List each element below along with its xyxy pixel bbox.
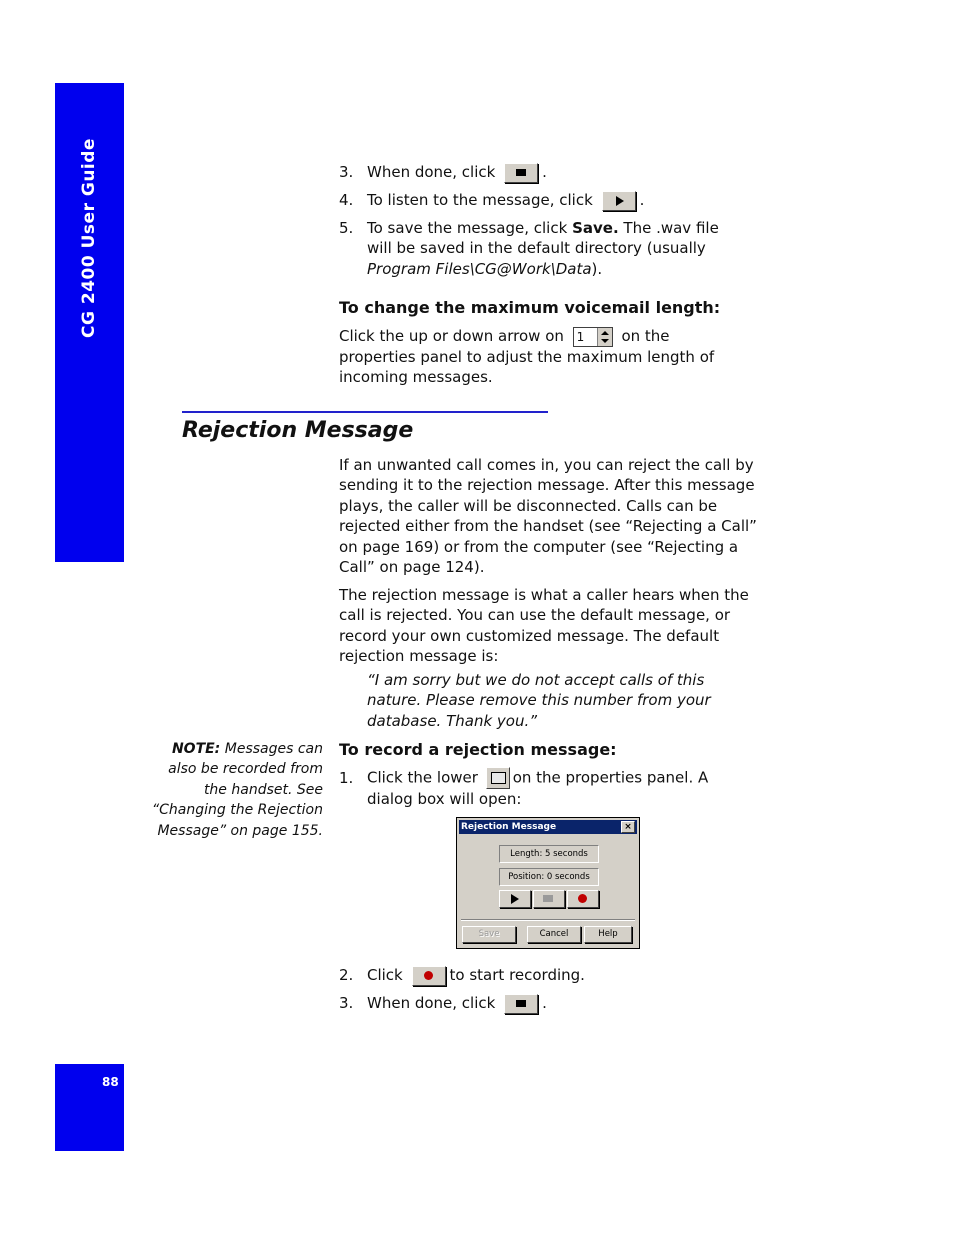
list-item: 4. To listen to the message, click . [339, 191, 645, 209]
dialog-separator [461, 919, 635, 921]
record-message-icon [486, 767, 510, 789]
page-number: 88 [102, 1075, 119, 1089]
rejection-message-dialog [456, 817, 640, 949]
cancel-button[interactable]: Cancel [527, 926, 581, 943]
stop-icon [504, 994, 538, 1014]
guide-title: CG 2400 User Guide [79, 138, 99, 338]
position-field: Position: 0 seconds [499, 868, 599, 886]
play-icon [511, 894, 519, 904]
stop-icon [504, 163, 538, 183]
default-message-quote: “I am sorry but we do not accept calls of this nature. Please remove this number from your database. Thank you.” [367, 671, 711, 730]
dialog-title-bar: Rejection Message × [459, 820, 637, 834]
section-divider [182, 411, 548, 413]
list-item: 2. Click to start recording. [339, 966, 585, 984]
length-spinner-icon: 1 [573, 327, 613, 347]
close-icon[interactable]: × [621, 821, 635, 833]
list-item: 3. When done, click . [339, 163, 547, 181]
section-paragraph-2: The rejection message is what a caller hears when the call is rejected. You can use the default message, or record your own customized message. The default rejection message is: [339, 586, 749, 666]
stop-icon [543, 895, 553, 902]
side-note: NOTE: Messages can also be recorded from the handset. See “Changing the Rejection Message” on page 155. [151, 741, 323, 839]
help-button[interactable]: Help [584, 926, 632, 943]
stop-button[interactable] [533, 890, 565, 908]
voicemail-paragraph: Click the up or down arrow on 1 on the properties panel to adjust the maximum length of incoming messages. [339, 327, 715, 386]
list-item: 3. When done, click . [339, 994, 547, 1012]
play-button[interactable] [499, 890, 531, 908]
record-button[interactable] [567, 890, 599, 908]
list-item: 1. Click the lower on the properties panel. A dialog box will open: [339, 768, 709, 808]
record-heading: To record a rejection message: [339, 740, 617, 759]
section-paragraph-1: If an unwanted call comes in, you can reject the call by sending it to the rejection message. After this message plays, the caller will be disconnected. Calls can be rejected either from the handset (see “Rejecting a Call” on page 169) or from the computer (see “Rejecting a Call” on page 124). [339, 456, 757, 577]
record-icon [412, 966, 446, 986]
voicemail-heading: To change the maximum voicemail length: [339, 298, 721, 317]
list-item: 5. To save the message, click Save. The .wav file will be saved in the default directory (usually Program Files\CG@Work\Data). [339, 219, 719, 278]
save-button[interactable]: Save [462, 926, 516, 943]
play-icon [602, 191, 636, 211]
record-icon [578, 894, 587, 903]
length-field: Length: 5 seconds [499, 845, 599, 863]
section-title: Rejection Message [182, 418, 414, 443]
